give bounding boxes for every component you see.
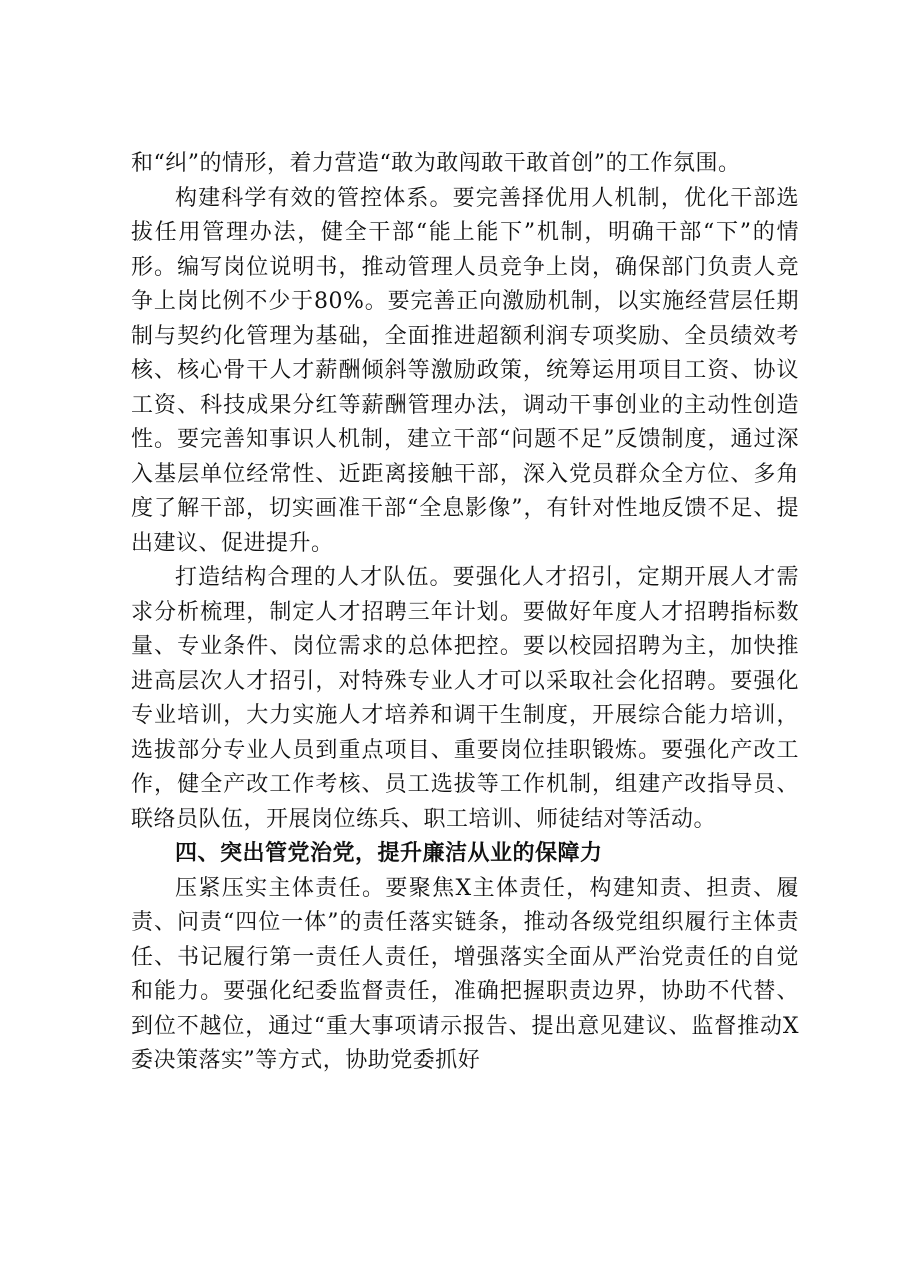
- paragraph-main-responsibility: 压紧压实主体责任。要聚焦X主体责任，构建知责、担责、履责、问责“四位一体”的责任落实链条，推动各级党组织履行主体责任、书记履行第一责任人责任，增强落实全面从严治党责任的自觉和能力。要强化纪委监督责任，准确把握职责边界，协助不代替、到位不越位，通过“重大事项请示报告、提出意见建议、监督推动X委决策落实”等方式，协助党委抓好: [131, 875, 799, 1073]
- paragraph-continuation: 和“纠”的情形，着力营造“敢为敢闯敢干敢首创”的工作氛围。: [131, 151, 741, 176]
- document-body: [131, 147, 799, 1079]
- paragraph-talent-team: 打造结构合理的人才队伍。要强化人才招引，定期开展人才需求分析梳理，制定人才招聘三年计划。要做好年度人才招聘指标数量、专业条件、岗位需求的总体把控。要以校园招聘为主，加快推进高层次人才招引，对特殊专业人才可以采取社会化招聘。要强化专业培训，大力实施人才培养和调干生制度，开展综合能力培训，选拔部分专业人员到重点项目、重要岗位挂职锻炼。要强化产改工作，健全产改工作考核、员工选拔等工作机制，组建产改指导员、联络员队伍，开展岗位练兵、职工培训、师徒结对等活动。: [131, 565, 799, 832]
- section-heading-four: 四、突出管党治党，提升廉洁从业的保障力: [175, 841, 603, 866]
- paragraph-management-system: 构建科学有效的管控体系。要完善择优用人机制，优化干部选拔任用管理办法，健全干部“能上能下”机制，明确干部“下”的情形。编写岗位说明书，推动管理人员竞争上岗，确保部门负责人竞争上岗比例不少于80%。要完善正向激励机制，以实施经营层任期制与契约化管理为基础，全面推进超额利润专项奖励、全员绩效考核、核心骨干人才薪酬倾斜等激励政策，统筹运用项目工资、协议工资、科技成果分红等薪酬管理办法，调动干事创业的主动性创造性。要完善知事识人机制，建立干部“问题不足”反馈制度，通过深入基层单位经常性、近距离接触干部，深入党员群众全方位、多角度了解干部，切实画准干部“全息影像”，有针对性地反馈不足、提出建议、促进提升。: [131, 185, 799, 556]
